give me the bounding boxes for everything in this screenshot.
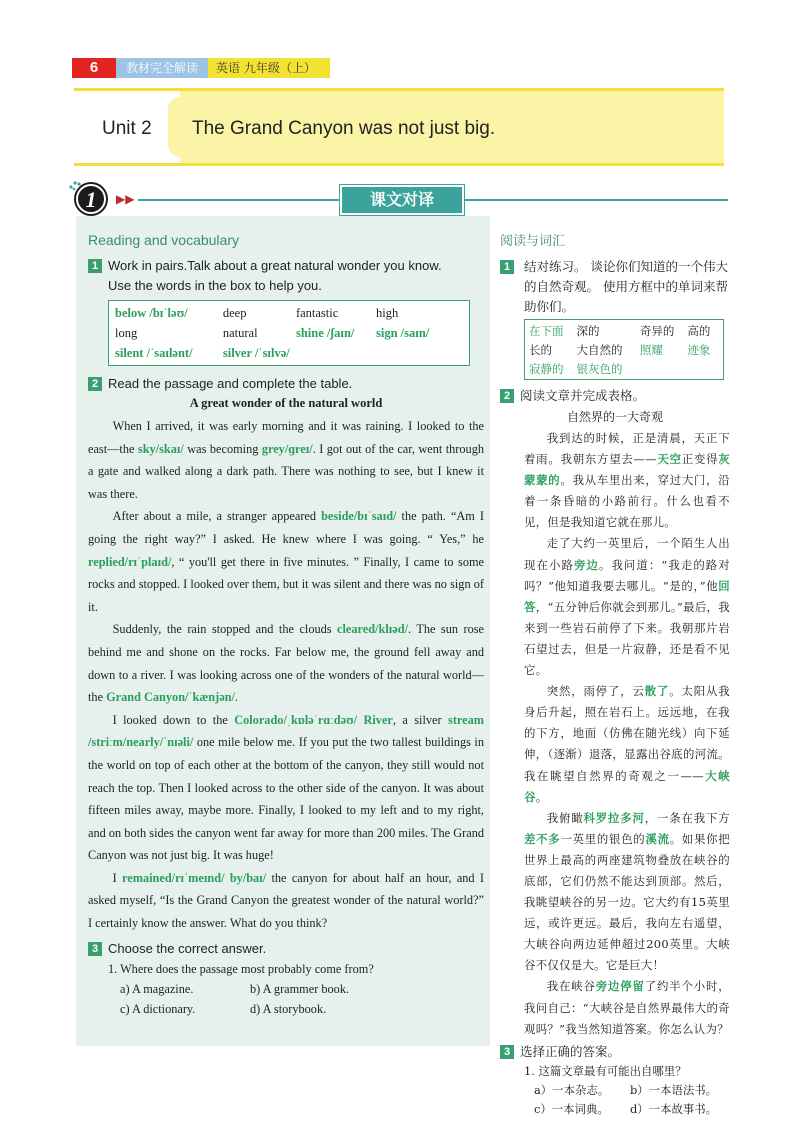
chinese-panel bbox=[500, 230, 730, 1119]
task-number-badge: 3 bbox=[500, 1045, 514, 1059]
cn-option-c: c）一本词典。 bbox=[534, 1101, 609, 1116]
paragraph-3: Suddenly, the rain stopped and the clouds cleared/klɪəd/. The sun rose behind me and shone on the rocks. Far below me, the ground fell away and down to a river. I was looking across one of the wonders of the natural world—the Grand Canyon/ˈkænjən/. bbox=[88, 622, 484, 705]
page-header bbox=[72, 58, 330, 78]
paragraph-1: When I arrived, it was early morning and it was raining. I looked to the east—the sky/skaɪ/ was becoming grey/ɡreɪ/. I got out of the car, went through a gate and walked along a dark path. There was nothing to see, but I knew it was there. bbox=[88, 419, 484, 501]
cn-vocab-word: 科罗拉多河 bbox=[583, 810, 645, 825]
cn-option-d: d）一本故事书。 bbox=[630, 1101, 718, 1116]
chinese-heading: 阅读与词汇 bbox=[500, 234, 566, 249]
unit-banner bbox=[74, 88, 724, 166]
word-natural: natural bbox=[222, 325, 258, 340]
task-number-badge: 1 bbox=[88, 259, 102, 273]
cn-vocab-word: 散了 bbox=[644, 684, 670, 699]
vocab-word: cleared/klɪəd/ bbox=[337, 622, 408, 637]
passage-title: A great wonder of the natural world bbox=[189, 396, 383, 410]
cn-word-long: 长的 bbox=[529, 342, 552, 357]
cn-options-row-1 bbox=[500, 1081, 730, 1100]
section-number-badge: 1 bbox=[76, 184, 106, 214]
section-header bbox=[68, 184, 728, 216]
cn-vocab-word: 溪流 bbox=[645, 831, 670, 846]
cn-word-box bbox=[524, 319, 724, 380]
word-shine: shine /ʃaɪn/ bbox=[295, 325, 355, 340]
vocab-word: replied/rɪˈplaɪd/ bbox=[88, 554, 172, 569]
cn-vocab-word: 差不多 bbox=[524, 831, 561, 846]
cn-word-silent: 寂静的 bbox=[529, 361, 564, 376]
word-sign: sign /saɪn/ bbox=[375, 325, 430, 340]
cn-word-deep: 深的 bbox=[576, 323, 600, 338]
cn-vocab-word: 天空 bbox=[656, 452, 682, 467]
word-box bbox=[108, 300, 470, 366]
cn-options-row-2 bbox=[500, 1100, 730, 1119]
option-c: c) A dictionary. bbox=[120, 1001, 196, 1016]
vocab-word: beside/bɪˈsaɪd/ bbox=[321, 509, 397, 524]
cn-word-silver: 银灰色的 bbox=[576, 361, 623, 376]
cn-passage-title: 自然界的一大奇观 bbox=[566, 410, 663, 424]
book-name: 教材完全解读 bbox=[116, 58, 208, 78]
task-number-badge: 2 bbox=[88, 377, 102, 391]
cn-word-natural: 大自然的 bbox=[576, 342, 623, 357]
paragraph-4: I looked down to the Colorado/ˌkɒləˈrɑːdəʊ/ River, a silver stream /striːm/nearly/ˈnɪəli/ one mile below me. If you put the two tallest buildings in the world on top of each other at the bottom of the canyon, they still would not reach the top. Then I looked across to the other side of the canyon. It was about fifteen miles away, maybe more. Finally, I looked to my left and to my right, and on both sides the canyon went far away for more than 200 miles. The Grand Canyon was not just big. It was huge! bbox=[88, 712, 484, 863]
option-a: a) A magazine. bbox=[120, 981, 194, 996]
cn-option-b: b）一本语法书。 bbox=[630, 1082, 718, 1097]
cn-vocab-word: 大峡谷 bbox=[524, 768, 730, 804]
task-number-badge: 2 bbox=[500, 389, 514, 403]
vocab-word: sky/skaɪ/ bbox=[137, 441, 184, 456]
cn-paragraph-1: 我到达的时候，正是清晨，天正下着雨。我朝东方望去——天空正变得灰蒙蒙的。我从车里出来，穿过大门，沿着一条昏暗的小路前行。什么也看不见，但是我知道它就在那儿。 bbox=[524, 431, 730, 530]
options-row-1 bbox=[88, 979, 484, 999]
word-below: below /bɪˈləʊ/ bbox=[115, 305, 188, 320]
cn-task-2 bbox=[500, 386, 730, 406]
task-number-badge: 1 bbox=[500, 260, 514, 274]
task-number-badge: 3 bbox=[88, 942, 102, 956]
cn-word-shine: 照耀 bbox=[639, 342, 663, 357]
english-panel bbox=[76, 216, 490, 1046]
task-2 bbox=[88, 374, 484, 394]
cn-word-sign: 迹象 bbox=[687, 342, 711, 357]
page-number: 6 bbox=[72, 58, 116, 78]
task-3-text: Choose the correct answer. bbox=[108, 940, 267, 956]
cn-word-high: 高的 bbox=[687, 323, 711, 338]
cn-paragraph-5: 我在峡谷旁边停留了约半个小时，我问自己：“大峡谷是自然界最伟大的奇观吗？”我当然知道答案。你怎么认为？ bbox=[524, 979, 730, 1036]
cn-question-1: 1. 这篇文章最有可能出自哪里？ bbox=[524, 1063, 687, 1078]
cn-paragraph-2: 走了大约一英里后，一个陌生人出现在小路旁边。我问道：“我走的路对吗？”他知道我要去哪儿。“是的，”他回答，“五分钟后你就会到那儿。”最后，我来到一些岩石前停了下来。我朝那片岩石望过去，但是一片寂静，还是看不见它。 bbox=[524, 536, 730, 678]
word-deep: deep bbox=[222, 305, 247, 320]
vocab-word: grey/ɡreɪ/ bbox=[261, 441, 313, 456]
cn-paragraph-3: 突然，雨停了，云散了。太阳从我身后升起，照在岩石上。远远地，在我的下方，地面（仿佛在随光线）向下延伸，（逐渐）退落，显露出谷底的河流。我在眺望自然界的奇观之一——大峡谷。 bbox=[524, 684, 730, 804]
paragraph-2: After about a mile, a stranger appeared beside/bɪˈsaɪd/ the path. “Am I going the right way?” I asked. He knew where I was going. “ Yes,” he replied/rɪˈplaɪd/, “ you'll get there in five minutes. ” Finally, I came to some rocks and stopped. I looked over them, but it was silent and there was no sign of it. bbox=[88, 509, 484, 614]
word-high: high bbox=[375, 305, 399, 320]
cn-paragraph-4: 我俯瞰科罗拉多河，一条在我下方差不多一英里的银色的溪流。如果你把世界上最高的两座建筑物叠放在峡谷的底部，它们仍然不能达到顶部。然后，我眺望峡谷的另一边。它大约有15英里远，或许更远。最后，我向左右遥望，大峡谷向两边延伸超过200英里。大峡谷不仅仅是大。它是巨大！ bbox=[524, 810, 730, 973]
cn-vocab-word: 旁边停留 bbox=[595, 979, 645, 994]
cn-task-3 bbox=[500, 1042, 730, 1062]
section-title: 课文对译 bbox=[340, 185, 464, 215]
vocab-word: stream /striːm/nearly/ˈnɪəli/ bbox=[88, 712, 484, 750]
cn-task-3-text: 选择正确的答案。 bbox=[520, 1043, 621, 1059]
cn-task-1 bbox=[500, 257, 730, 317]
task-2-text: Read the passage and complete the table. bbox=[108, 376, 353, 391]
word-long: long bbox=[115, 325, 138, 340]
vocab-word: Colorado/ˌkɒləˈrɑːdəʊ/ River bbox=[234, 712, 393, 727]
option-d: d) A storybook. bbox=[250, 1001, 327, 1016]
book-subtitle: 英语 九年级（上） bbox=[208, 58, 330, 78]
word-silent: silent /ˈsaɪlənt/ bbox=[115, 345, 193, 360]
task-3 bbox=[88, 939, 484, 959]
cn-vocab-word: 旁边 bbox=[573, 557, 599, 572]
word-fantastic: fantastic bbox=[295, 305, 339, 320]
cn-task-1-text: 结对练习。 谈论你们知道的一个伟大的自然奇观。 使用方框中的单词来帮助你们。 bbox=[524, 259, 728, 314]
vocab-word: remained/rɪˈmeɪnd/ by/baɪ/ bbox=[122, 870, 267, 885]
cn-word-below: 在下面 bbox=[529, 323, 564, 338]
double-arrow-icon: ▶▶ bbox=[116, 192, 135, 206]
task-1-line2: Use the words in the box to help you. bbox=[108, 278, 322, 293]
cn-vocab-word: 灰蒙蒙的 bbox=[524, 452, 730, 488]
word-silver: silver /ˈsɪlvə/ bbox=[222, 345, 290, 360]
cn-task-2-text: 阅读文章并完成表格。 bbox=[520, 388, 646, 403]
cn-vocab-word: 回答 bbox=[524, 578, 730, 614]
vocab-word: Grand Canyon/ˈkænjən/ bbox=[106, 690, 235, 705]
option-b: b) A grammer book. bbox=[250, 981, 350, 996]
question-1: 1. Where does the passage most probably come from? bbox=[108, 961, 374, 976]
cn-word-fantastic: 奇异的 bbox=[639, 323, 675, 338]
options-row-2 bbox=[88, 999, 484, 1019]
task-1-line1: Work in pairs.Talk about a great natural wonder you know. bbox=[108, 258, 442, 273]
cn-option-a: a）一本杂志。 bbox=[534, 1082, 610, 1097]
unit-title: The Grand Canyon was not just big. bbox=[192, 118, 496, 139]
unit-number: Unit 2 bbox=[102, 118, 152, 139]
reading-heading: Reading and vocabulary bbox=[88, 232, 239, 248]
task-1 bbox=[88, 256, 484, 276]
paragraph-5: I remained/rɪˈmeɪnd/ by/baɪ/ the canyon for about half an hour, and I asked myself, “Is the Grand Canyon the greatest wonder of the natural world?” I certainly know the answer. What do you think? bbox=[88, 870, 484, 931]
